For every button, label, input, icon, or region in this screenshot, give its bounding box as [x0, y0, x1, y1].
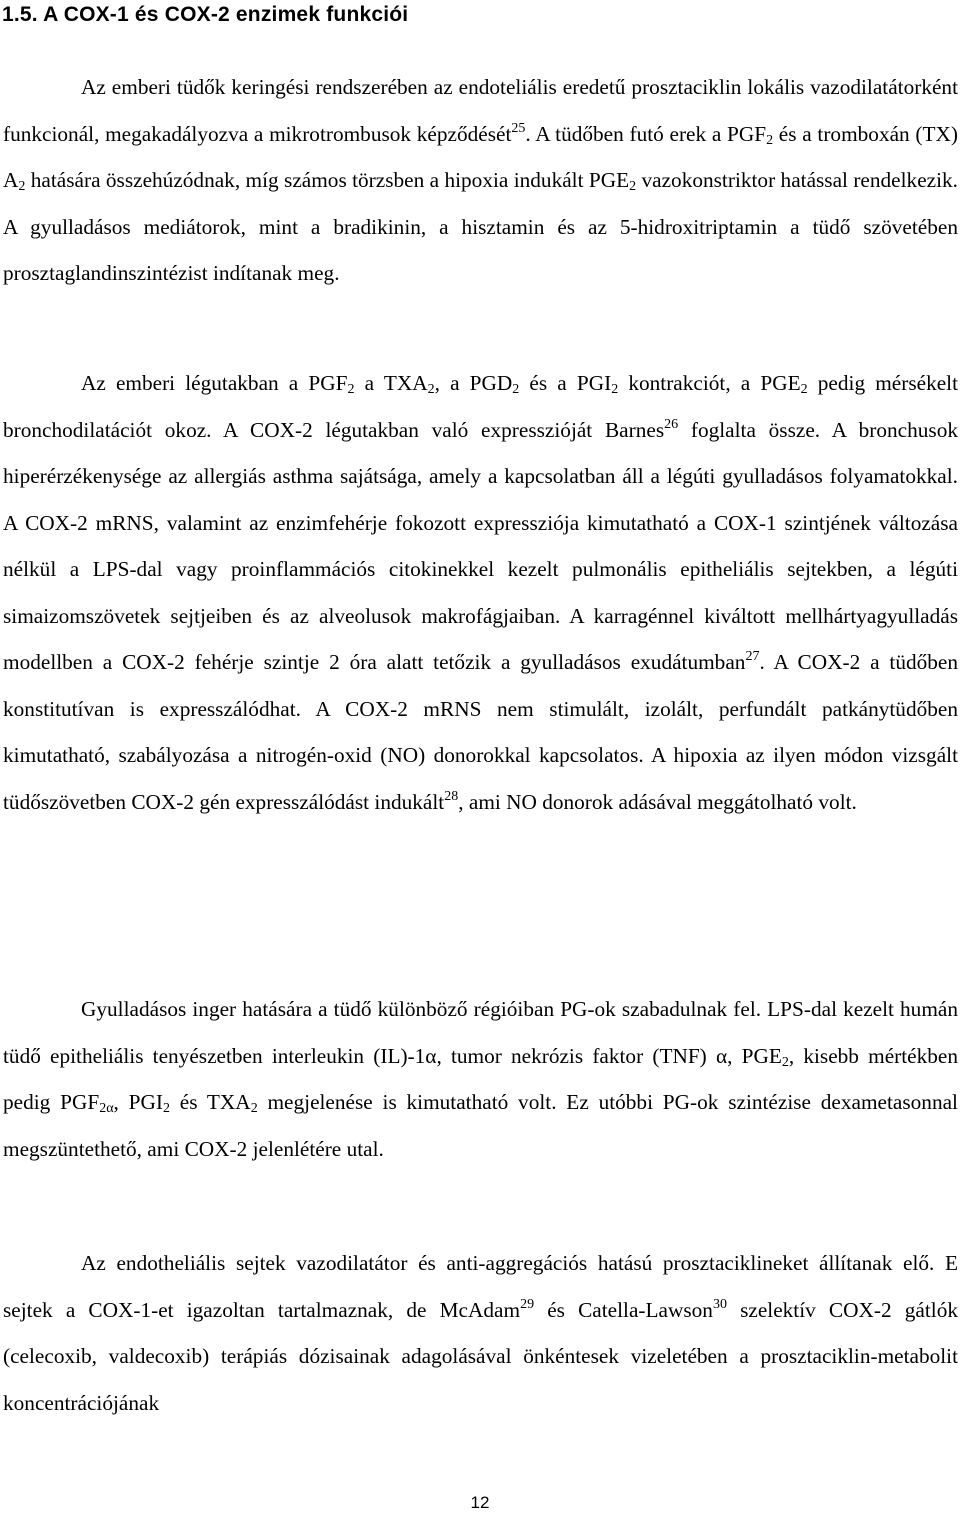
text-run: vazokonstriktor hatással rendelkezik. A gyulladásos mediátorok, mint a bradikinin, a hisztamin és az 5-hidroxitriptamin a tüdő szövetében prosztaglandinszintézist indítanak meg.	[3, 168, 958, 285]
text-run: és TXA	[169, 1090, 251, 1114]
text-run: és a tromboxán (TX) A	[3, 121, 958, 192]
text-run: a TXA	[354, 371, 428, 395]
paragraph-endothelial	[3, 1240, 958, 1426]
section-heading: 1.5. A COX-1 és COX-2 enzimek funkciói	[2, 3, 409, 26]
page-number: 12	[470, 1493, 490, 1512]
subscript: 2	[250, 1101, 258, 1116]
subscript: 2	[781, 1054, 789, 1070]
subscript: 2	[347, 382, 355, 397]
subscript: 2α	[99, 1101, 114, 1116]
text-run: Az endotheliális sejtek vazodilatátor és anti-aggregációs hatású prosztaciklineket állítanak elő. E sejtek a COX-1-et igazoltan tartalmaznak, de McAdam	[3, 1251, 958, 1322]
subscript: 2	[766, 132, 774, 148]
text-run: megjelenése is kimutatható volt. Ez utóbbi PG-ok szintézise dexametasonnal megszüntethető, ami COX-2 jelenlétére utal.	[3, 1090, 958, 1161]
reference-30: 30	[712, 1296, 727, 1312]
text-run: és Catella-Lawson	[534, 1297, 713, 1322]
reference-25: 25	[511, 120, 526, 136]
paragraph-airways	[3, 360, 958, 825]
text-run: , ami NO donorok adásával meggátolható volt.	[458, 789, 857, 814]
text-run: , PGI	[113, 1090, 163, 1114]
text-run: és a PGI	[519, 371, 612, 395]
reference-27: 27	[745, 649, 760, 664]
text-run: pedig mérsékelt bronchodilatációt okoz. A COX-2 légutakban való expresszióját Barnes	[3, 371, 959, 442]
text-run: Gyulladásos inger hatására a tüdő különböző régióiban PG-ok szabadulnak fel. LPS-dal kezelt humán tüdő epitheliális tenyészetben interleukin (IL)-1α, tumor nekrózis faktor (TNF) α, PGE	[3, 997, 958, 1068]
text-run: . A tüdőben futó erek a PGF	[525, 121, 767, 146]
text-run: , a PGD	[434, 371, 513, 395]
subscript: 2	[629, 179, 637, 194]
text-run: szelektív COX-2 gátlók (celecoxib, valdecoxib) terápiás dózisainak adagolásával önkéntesek vizeletében a prosztaciklin-metabolit koncentrációjának	[3, 1297, 959, 1415]
text-run: hatására összehúzódnak, míg számos törzsben a hipoxia indukált PGE	[25, 168, 630, 192]
text-run: Az emberi tüdők keringési rendszerében az endoteliális eredetű prosztaciklin lokális vazodilatátorként funkcionál, megakadályozva a mikrotrombusok képződését	[3, 75, 958, 146]
subscript: 2	[800, 382, 808, 397]
reference-26: 26	[664, 416, 679, 432]
subscript: 2	[18, 179, 26, 194]
text-run: Az emberi légutakban a PGF	[81, 371, 348, 395]
text-run: kontrakciót, a PGE	[618, 371, 801, 395]
subscript: 2	[162, 1101, 170, 1116]
subscript: 2	[611, 382, 619, 397]
paragraph-inflammation	[3, 986, 958, 1172]
text-run: foglalta össze. A bronchusok hiperérzékenysége az allergiás asthma sajátsága, amely a kapcsolatban áll a légúti gyulladásos folyamatokkal. A COX-2 mRNS, valamint az enzimfehérje fokozott expressziója kimutatható a COX-1 szintjének változása nélkül a LPS-dal vagy proinflammációs citokinekkel kezelt pulmonális epitheliális sejtekben, a légúti simaizomszövetek sejtjeiben és az alveolusok makrofágjaiban. A karragénnel kiváltott mellhártyagyulladás modellben a COX-2 fehérje szintje 2 óra alatt tetőzik a gyulladásos exudátumban	[3, 417, 958, 674]
reference-29: 29	[520, 1296, 535, 1312]
subscript: 2	[512, 382, 520, 397]
text-run: . A COX-2 a tüdőben konstitutívan is expresszálódhat. A COX-2 mRNS nem stimulált, izolált, perfundált patkánytüdőben kimutatható, szabályozása a nitrogén-oxid (NO) donorokkal kapcsolatos. A hipoxia az ilyen módon vizsgált tüdőszövetben COX-2 gén expresszálódást indukált	[3, 650, 959, 814]
text-run: , kisebb mértékben pedig PGF	[3, 1043, 959, 1114]
reference-28: 28	[444, 788, 459, 804]
paragraph-prostacyclin	[3, 64, 958, 297]
subscript: 2	[427, 382, 435, 397]
